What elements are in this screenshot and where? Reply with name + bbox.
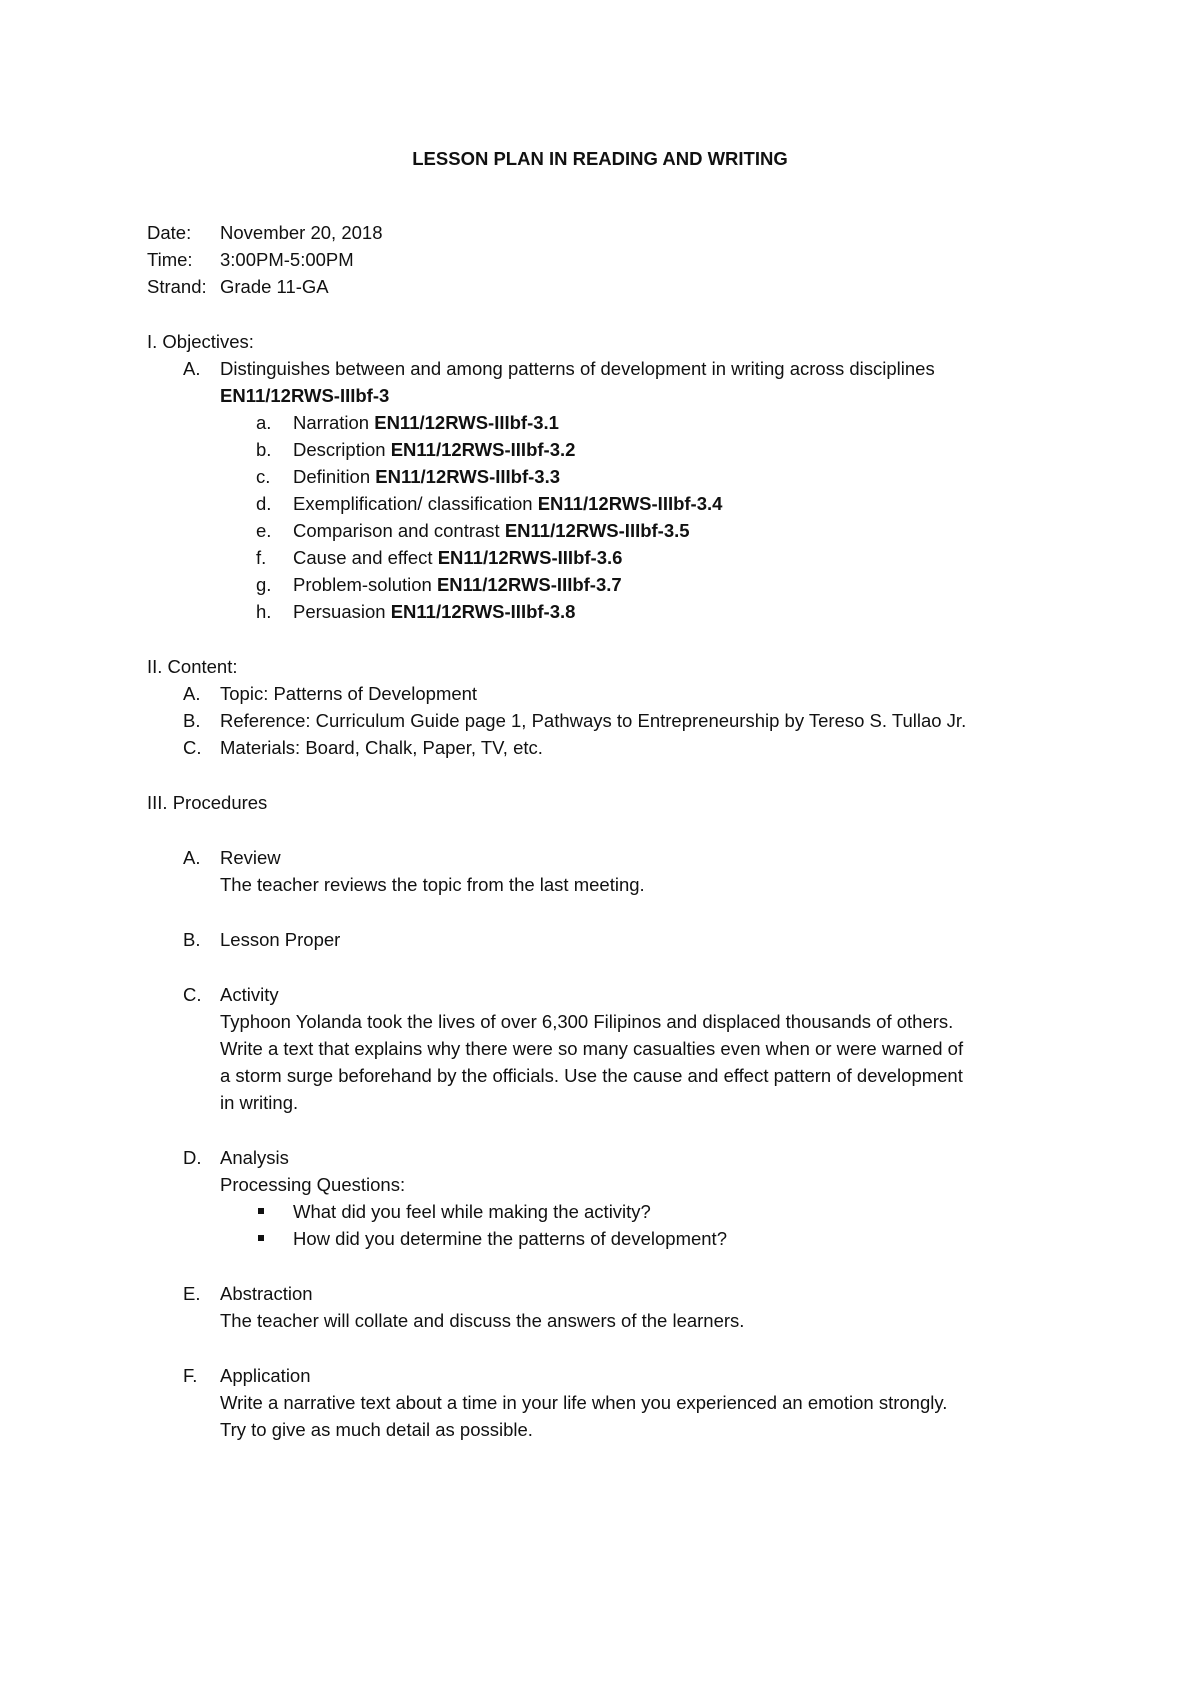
meta-date-label: Date: [147,222,192,243]
content-item-marker: B. [183,710,201,731]
objective-sub-text: Description [293,439,386,460]
procedure-abstraction-text: The teacher will collate and discuss the answers of the learners. [220,1310,745,1331]
meta-strand-value: Grade 11-GA [220,276,329,297]
objective-sub-marker: f. [256,547,267,568]
analysis-question: What did you feel while making the activity? [293,1201,651,1222]
objective-sub-text: Exemplification/ classification [293,493,533,514]
objective-sub-item [293,547,622,569]
objective-sub-code: EN11/12RWS-IIIbf-3.2 [390,439,576,460]
objective-sub-item [293,412,559,434]
objective-a-marker: A. [183,358,201,379]
objective-sub-item [293,601,575,623]
procedure-marker: F. [183,1365,198,1386]
procedure-analysis-title: Analysis [220,1147,289,1168]
procedure-application-text: Try to give as much detail as possible. [220,1419,533,1440]
objective-sub-marker: e. [256,520,272,541]
procedure-review-text: The teacher reviews the topic from the last meeting. [220,874,645,895]
procedure-review-title: Review [220,847,281,868]
procedure-marker: A. [183,847,201,868]
objective-sub-item [293,493,722,515]
procedure-activity-title: Activity [220,984,279,1005]
procedure-marker: D. [183,1147,202,1168]
objective-sub-item [293,439,575,461]
procedure-analysis-subtitle: Processing Questions: [220,1174,406,1195]
objective-sub-marker: b. [256,439,272,460]
objective-sub-marker: d. [256,493,272,514]
objective-sub-code: EN11/12RWS-IIIbf-3.4 [537,493,723,514]
objectives-heading: I. Objectives: [147,331,254,352]
meta-date-value: November 20, 2018 [220,222,383,243]
content-item-topic: Topic: Patterns of Development [220,683,478,704]
square-bullet-icon [258,1208,264,1214]
content-item-materials: Materials: Board, Chalk, Paper, TV, etc. [220,737,543,758]
document-title: LESSON PLAN IN READING AND WRITING [412,148,788,169]
meta-time [147,249,354,271]
square-bullet-icon [258,1235,264,1241]
procedure-application-title: Application [220,1365,311,1386]
objective-sub-text: Problem-solution [293,574,432,595]
procedure-marker: B. [183,929,201,950]
objective-a-code: EN11/12RWS-IIIbf-3 [220,385,390,406]
procedure-activity-text: Typhoon Yolanda took the lives of over 6,300 Filipinos and displaced thousands of others. [220,1011,954,1032]
objective-sub-code: EN11/12RWS-IIIbf-3.7 [436,574,622,595]
objective-sub-code: EN11/12RWS-IIIbf-3.1 [374,412,559,433]
objective-sub-code: EN11/12RWS-IIIbf-3.8 [390,601,576,622]
objective-sub-text: Cause and effect [293,547,433,568]
procedure-activity-text: Write a text that explains why there were so many casualties even when or were warned of [220,1038,964,1059]
objective-sub-code: EN11/12RWS-IIIbf-3.5 [504,520,690,541]
procedures-heading: III. Procedures [147,792,268,813]
procedure-application-text: Write a narrative text about a time in your life when you experienced an emotion strongly. [220,1392,948,1413]
procedure-activity-text: a storm surge beforehand by the officials. Use the cause and effect pattern of development [220,1065,963,1086]
procedure-abstraction-title: Abstraction [220,1283,313,1304]
procedure-lesson-title: Lesson Proper [220,929,341,950]
objective-sub-code: EN11/12RWS-IIIbf-3.6 [437,547,623,568]
objective-sub-marker: h. [256,601,272,622]
objective-sub-text: Persuasion [293,601,386,622]
meta-time-label: Time: [147,249,193,270]
meta-strand [147,276,329,298]
objective-sub-marker: c. [256,466,271,487]
objective-a-text: Distinguishes between and among patterns of development in writing across disciplines [220,358,935,379]
objective-sub-code: EN11/12RWS-IIIbf-3.3 [375,466,561,487]
objective-sub-marker: a. [256,412,272,433]
objective-sub-item [293,574,622,596]
meta-date [147,222,383,244]
meta-strand-label: Strand: [147,276,207,297]
meta-time-value: 3:00PM-5:00PM [220,249,354,270]
procedure-activity-text: in writing. [220,1092,299,1113]
analysis-question: How did you determine the patterns of development? [293,1228,727,1249]
procedure-marker: E. [183,1283,201,1304]
objective-sub-text: Comparison and contrast [293,520,500,541]
content-item-marker: A. [183,683,201,704]
objective-sub-marker: g. [256,574,272,595]
content-heading: II. Content: [147,656,238,677]
content-item-marker: C. [183,737,202,758]
objective-sub-text: Narration [293,412,370,433]
content-item-reference: Reference: Curriculum Guide page 1, Pathways to Entrepreneurship by Tereso S. Tullao Jr. [220,710,967,731]
objective-sub-item [293,520,690,542]
procedure-marker: C. [183,984,202,1005]
objective-sub-text: Definition [293,466,371,487]
objective-sub-item [293,466,560,488]
